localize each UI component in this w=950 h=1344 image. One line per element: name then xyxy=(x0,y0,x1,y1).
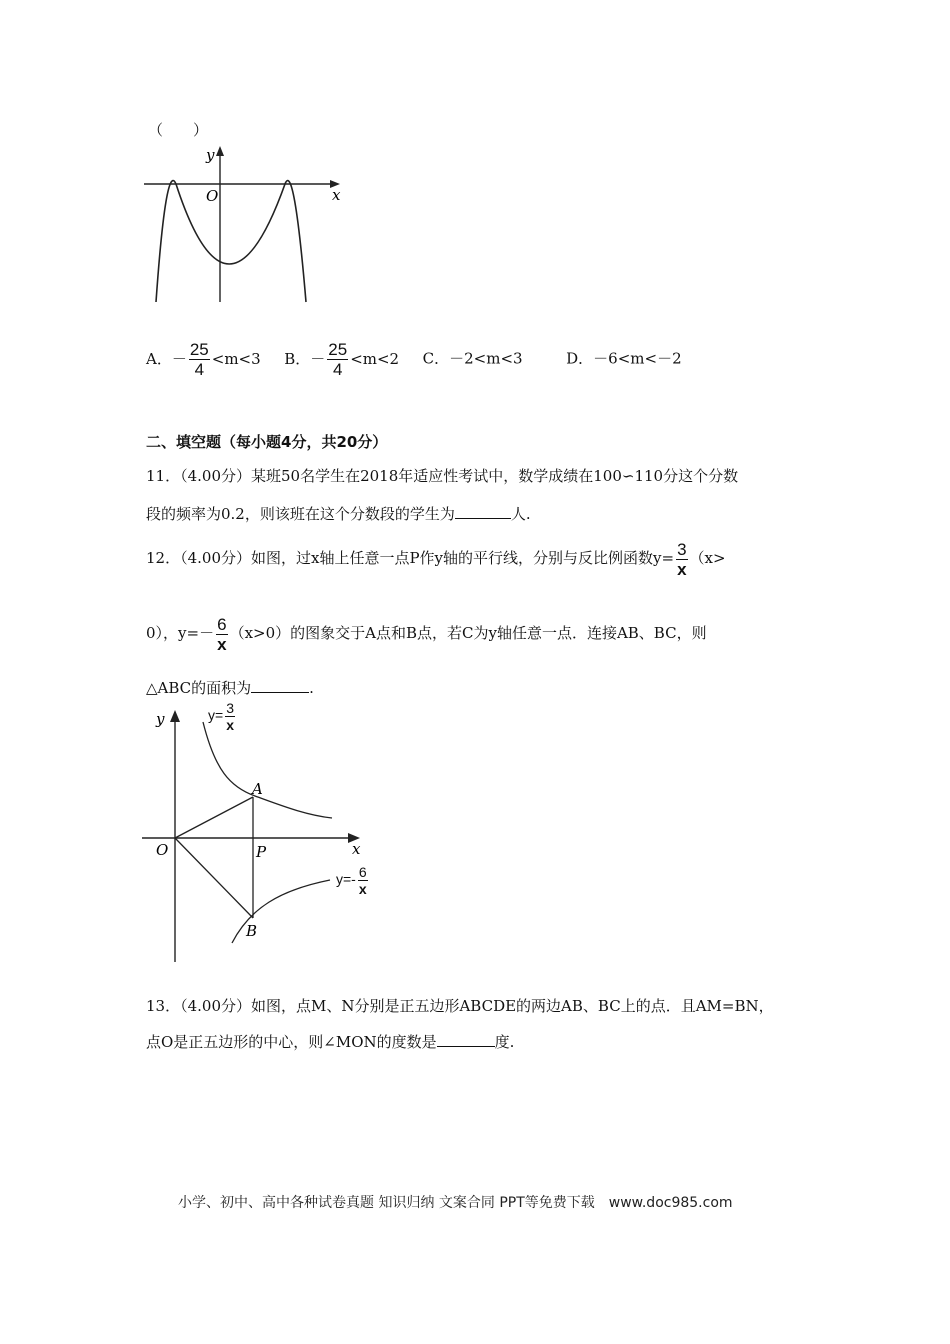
option-d: D．－6<m<－2 xyxy=(566,349,682,368)
footer-text: 小学、初中、高中各种试卷真题 知识归纳 文案合同 PPT等免费下载 www.doc985.com xyxy=(178,1195,733,1211)
origin-label: O xyxy=(206,187,219,205)
answer-blank xyxy=(455,504,511,519)
point-p-label: P xyxy=(256,843,267,861)
point-a-label: A xyxy=(252,780,263,798)
function-label-1: y= $\frac{3}{x}$ xyxy=(208,700,234,733)
y-axis-label: y xyxy=(206,146,215,164)
parabola-graph xyxy=(140,140,350,310)
point-b-label: B xyxy=(246,922,258,940)
q11-line2: 段的频率为0.2，则该班在这个分数段的学生为 人. xyxy=(146,505,531,523)
option-c: C．－2<m<3 xyxy=(422,349,523,368)
hyperbola-graph xyxy=(140,700,390,970)
answer-blank xyxy=(251,678,309,693)
x-axis-label: x xyxy=(332,186,341,204)
q12-line2: 0），y=－ $\frac{6}{x}$ （x>0）的图象交于A点和B点，若C为y轴任意一点．连接AB、BC，则 xyxy=(146,614,707,654)
answer-paren: （ ） xyxy=(148,121,209,139)
q12-line1: 12．（4.00分）如图，过x轴上任意一点P作y轴的平行线，分别与反比例函数y= $\frac{3}{x}$ （x> xyxy=(146,539,726,579)
origin-label: O xyxy=(156,841,169,859)
q12-line3: △ABC的面积为 . xyxy=(146,679,314,697)
section-title: 二、填空题（每小题4分，共20分） xyxy=(146,433,388,451)
y-axis-label: y xyxy=(156,710,165,728)
option-a: A．－ $\frac{25}{4}$ <m<3 xyxy=(146,340,261,379)
option-b: B．－ $\frac{25}{4}$ <m<2 xyxy=(284,340,400,379)
q13-line2: 点O是正五边形的中心，则∠MON的度数是 度. xyxy=(146,1033,515,1051)
answer-blank xyxy=(437,1032,495,1047)
function-label-2: y=- $\frac{6}{x}$ xyxy=(336,864,367,897)
x-axis-label: x xyxy=(352,840,361,858)
q13-line1: 13．（4.00分）如图，点M、N分别是正五边形ABCDE的两边AB、BC上的点．且AM=BN， xyxy=(146,997,774,1015)
q11-line1: 11．（4.00分）某班50名学生在2018年适应性考试中，数学成绩在100∽110分这个分数 xyxy=(146,467,739,485)
options-row xyxy=(146,340,682,379)
